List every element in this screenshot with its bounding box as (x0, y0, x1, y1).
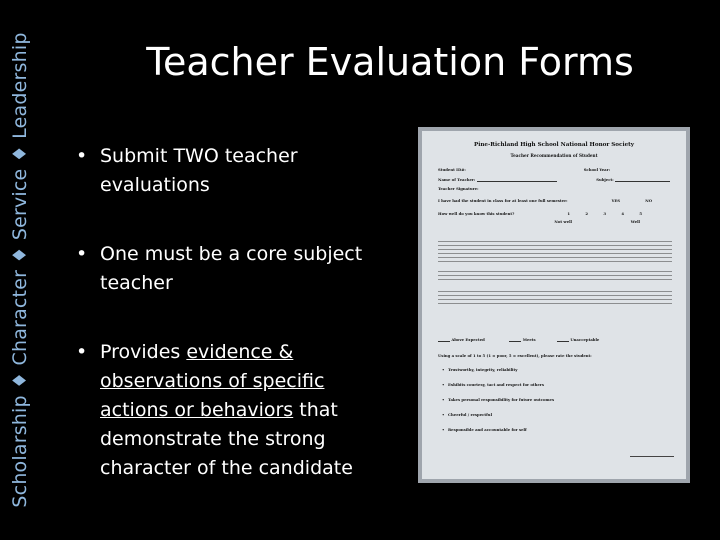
form-row-ratings (438, 337, 670, 342)
form-row-q1 (438, 198, 670, 203)
rating-item: • Exhibits courtesy, tact and respect for others (448, 382, 544, 387)
scale-2: 2 (585, 211, 588, 216)
rating-instructions: Using a scale of 1 to 5 (1 = poor, 5 = excellent), please rate the student: (438, 353, 592, 358)
subject-wrap (596, 177, 670, 182)
unacceptable-line (557, 341, 569, 342)
bullet-text-underlined: evidence & observations of specific actions or behaviors (100, 341, 325, 421)
subject-line (615, 181, 670, 182)
meets-line (509, 341, 521, 342)
paragraph-lines-2 (438, 271, 672, 281)
q1-label: I have had the student in class for at least one full semester: (438, 198, 568, 203)
student-id-label: Student ID#: (438, 167, 466, 172)
bullet-item (76, 142, 376, 200)
form-row-student (438, 167, 670, 172)
school-year-label: School Year: (583, 167, 610, 172)
bullet-dot: • (76, 243, 88, 265)
bullet-text: Submit TWO teacher evaluations (100, 145, 298, 196)
subject-label: Subject: (596, 177, 614, 182)
scale-4: 4 (621, 211, 624, 216)
paragraph-lines-3 (438, 291, 672, 305)
form-school-name: Pine-Richland High School National Honor Society (474, 142, 634, 148)
bullet-text: that demonstrate the strong character of the candidate (100, 399, 353, 479)
scale-1: 1 (567, 211, 570, 216)
bullet-dot: • (76, 145, 88, 167)
no-label: NO (645, 198, 652, 203)
form-footer-line (630, 456, 674, 457)
scale-low-label: Not well (554, 219, 572, 224)
bullet-dot: • (76, 341, 88, 363)
meets-label: Meets (522, 337, 536, 342)
evaluation-form-page (422, 131, 686, 479)
bullet-text: One must be a core subject teacher (100, 243, 363, 294)
scale-3: 3 (603, 211, 606, 216)
bullet-text: Provides (100, 341, 187, 363)
side-banner (0, 0, 40, 540)
form-subtitle: Teacher Recommendation of Student (510, 153, 598, 158)
scale-high-label: Well (630, 219, 640, 224)
rating-item: • Cheerful / respectful (448, 412, 492, 417)
scale-5: 5 (639, 211, 642, 216)
banner-text: Scholarship ♦ Character ♦ Service ♦ Leadership (9, 32, 31, 508)
signature-label: Teacher Signature: (438, 186, 479, 191)
slide-title: Teacher Evaluation Forms (146, 40, 634, 84)
above-line (438, 341, 450, 342)
rating-item: • Trustworthy, integrity, reliability (448, 367, 517, 372)
paragraph-lines-1 (438, 241, 672, 263)
unacceptable-label: Unacceptable (570, 337, 600, 342)
form-row-q2 (438, 211, 670, 216)
form-row-teacher (438, 177, 670, 182)
bullet-item (76, 240, 376, 298)
rating-item: • Takes personal responsibility for future outcomes (448, 397, 554, 402)
form-row-signature (438, 186, 670, 191)
teacher-name-line (477, 181, 557, 182)
bullet-item (76, 338, 376, 483)
above-label: Above Expected (451, 337, 485, 342)
yes-label: YES (611, 198, 620, 203)
teacher-name-label: Name of Teacher: (438, 177, 476, 182)
bullet-list (76, 142, 376, 523)
q2-label: How well do you know this student? (438, 211, 515, 216)
rating-item: • Responsible and accountable for self (448, 427, 527, 432)
form-thumbnail (418, 127, 690, 483)
